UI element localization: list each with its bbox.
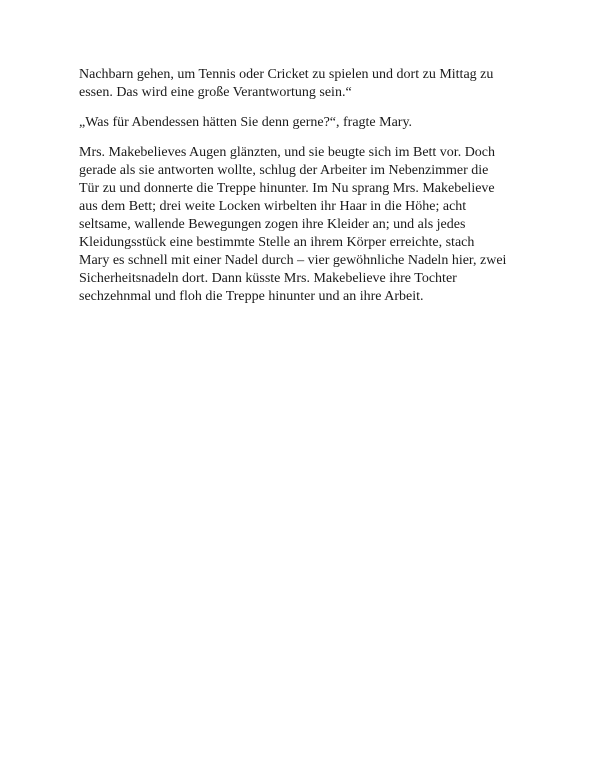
paragraph-2: „Was für Abendessen hätten Sie denn gerne?“, fragte Mary. xyxy=(79,115,413,130)
paragraph-3: Mrs. Makebelieves Augen glänzten, und sie beugte sich im Bett vor. Doch gerade als sie antworten wollte, schlug der Arbeiter im Nebenzimmer die Tür zu und donnerte die Treppe hinunter. Im Nu sprang Mrs. Makebelieve aus dem Bett; drei weite Locken wirbelten ihr Haar in die Höhe; acht seltsame, wallende Bewegungen zogen ihre Kleider an; und als jedes Kleidungsstück eine bestimmte Stelle an ihrem Körper erreichte, stach Mary es schnell mit einer Nadel durch – vier gewöhnliche Nadeln hier, zwei Sicherheitsnadeln dort. Dann küsste Mrs. Makebelieve ihre Tochter sechzehnmal und floh die Treppe hinunter und an ihre Arbeit. xyxy=(79,145,507,304)
body-text xyxy=(79,66,531,306)
paragraph-1: Nachbarn gehen, um Tennis oder Cricket zu spielen und dort zu Mittag zu essen. Das wird eine große Verantwortung sein.“ xyxy=(79,67,494,100)
